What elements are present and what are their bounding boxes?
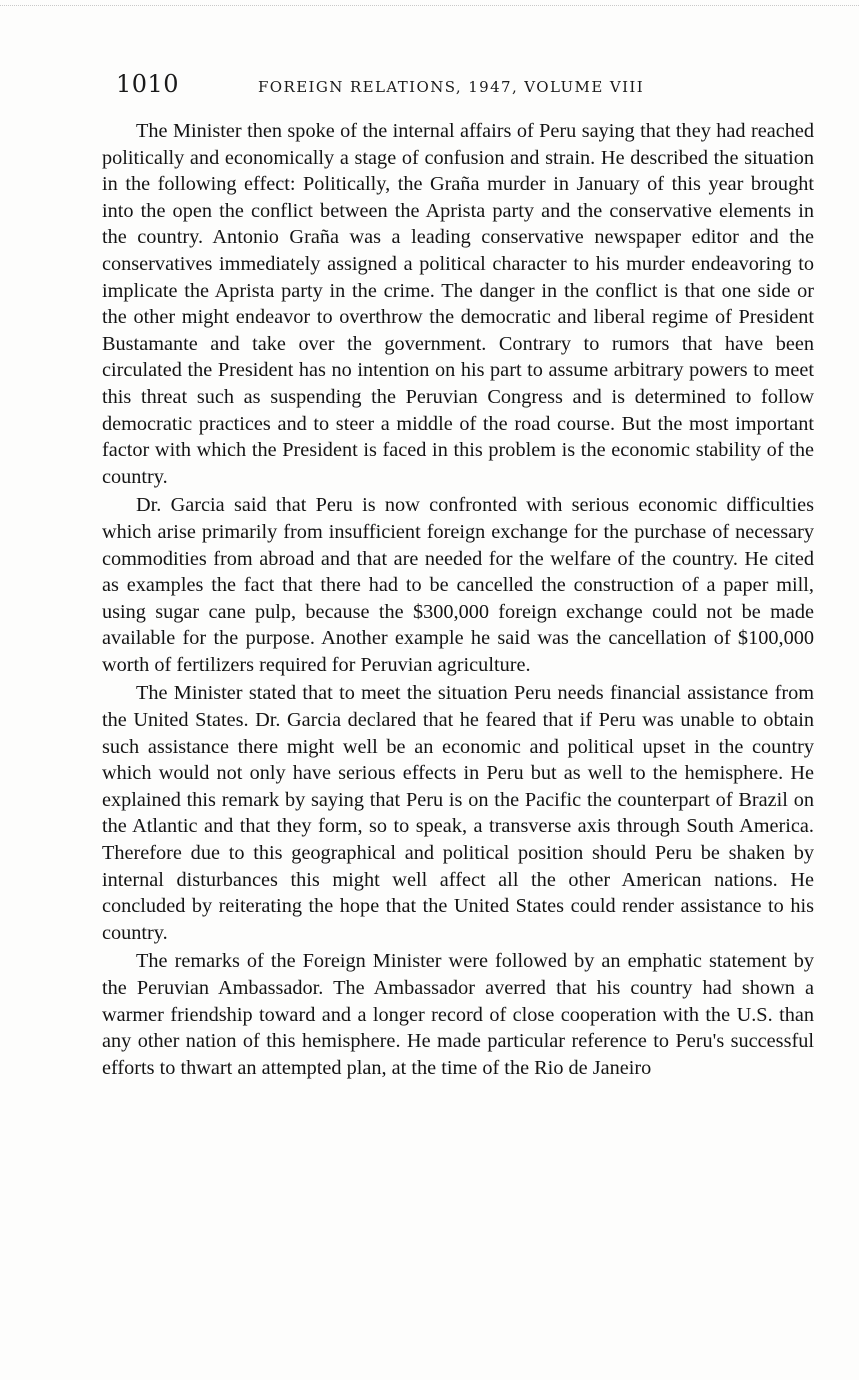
page-header (116, 70, 716, 106)
page-number: 1010 (116, 70, 180, 98)
paragraph-2: Dr. Garcia said that Peru is now confronted with serious economic difficulties which arise primarily from insufficient foreign exchange for the purchase of necessary commodities from abroad and that are needed for the welfare of the country. He cited as examples the fact that there had to be cancelled the construction of a paper mill, using sugar cane pulp, because the $300,000 foreign exchange could not be made available for the purpose. Another example he said was the cancellation of $100,000 worth of fertilizers required for Peruvian agriculture. (102, 494, 814, 676)
running-head: FOREIGN RELATIONS, 1947, VOLUME VIII (258, 78, 645, 96)
paragraph-4: The remarks of the Foreign Minister were followed by an emphatic statement by the Peruvian Ambassador. The Ambassador averred that his country had shown a warmer friendship toward and a longer record of close cooperation with the U.S. than any other nation of this hemisphere. He made particular reference to Peru's successful efforts to thwart an attempted plan, at the time of the Rio de Janeiro (102, 950, 814, 1079)
scan-top-edge (0, 5, 859, 6)
body-text (102, 118, 814, 1081)
paragraph-1: The Minister then spoke of the internal affairs of Peru saying that they had reached politically and economically a stage of confusion and strain. He described the situation in the following effect: Politically, the Graña murder in January of this year brought into the open the conflict between the Aprista party and the conservative elements in the country. Antonio Graña was a leading conservative newspaper editor and the conservatives immediately assigned a political character to his murder endeavoring to implicate the Aprista party in the crime. The danger in the conflict is that one side or the other might endeavor to overthrow the democratic and liberal regime of President Bustamante and take over the government. Contrary to rumors that have been circulated the President has no intention on his part to assume arbitrary powers to meet this threat such as suspending the Peruvian Congress and is determined to follow democratic practices and to steer a middle of the road course. But the most important factor with which the President is faced in this problem is the economic stability of the country. (102, 120, 814, 488)
paragraph-3: The Minister stated that to meet the situation Peru needs financial assistance from the United States. Dr. Garcia declared that he feared that if Peru was unable to obtain such assistance there might well be an economic and political upset in the country which would not only have serious effects in Peru but as well to the hemisphere. He explained this remark by saying that Peru is on the Pacific the counterpart of Brazil on the Atlantic and that they form, so to speak, a transverse axis through South America. Therefore due to this geographical and political position should Peru be shaken by internal disturbances this might well affect all the other American nations. He concluded by reiterating the hope that the United States could render assistance to his country. (102, 682, 814, 944)
